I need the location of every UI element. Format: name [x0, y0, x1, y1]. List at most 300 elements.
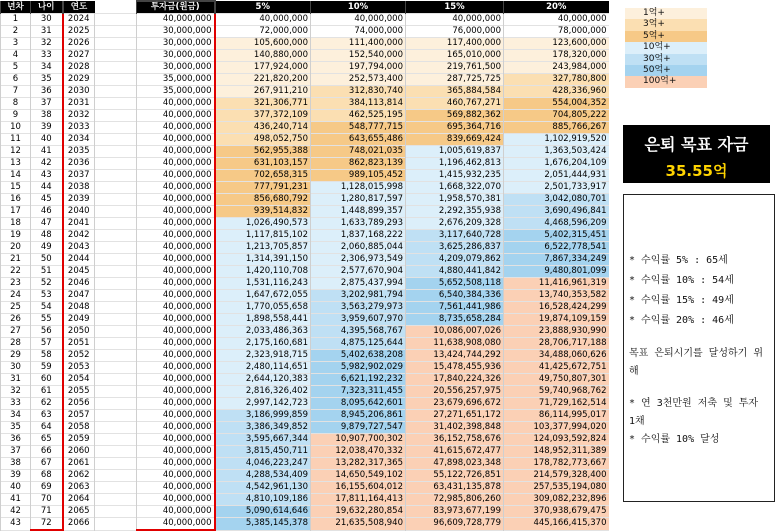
- table-row: [1, 170, 609, 182]
- cell-r5: 1,314,391,150: [215, 254, 311, 266]
- cell-r10: 312,830,740: [311, 86, 406, 98]
- cell-year-no: 41: [1, 494, 31, 506]
- table-row: [1, 182, 609, 194]
- spacer-cell: [95, 494, 137, 506]
- cell-age: 40: [31, 134, 63, 146]
- spacer-cell: [95, 434, 137, 446]
- table-row: [1, 314, 609, 326]
- cell-r20: 178,782,773,667: [504, 458, 609, 470]
- cell-year: 2063: [63, 482, 95, 494]
- spacer: [95, 1, 137, 14]
- cell-year-no: 10: [1, 122, 31, 134]
- cell-year-no: 26: [1, 314, 31, 326]
- cell-year-no: 2: [1, 26, 31, 38]
- cell-invest: 40,000,000: [137, 314, 215, 326]
- cell-r15: 117,400,000: [406, 38, 504, 50]
- cell-r5: 321,306,771: [215, 98, 311, 110]
- table-row: [1, 158, 609, 170]
- spacer-cell: [95, 134, 137, 146]
- spacer-cell: [95, 146, 137, 158]
- cell-r5: 2,480,114,651: [215, 362, 311, 374]
- table-row: [1, 26, 609, 38]
- cell-year: 2028: [63, 62, 95, 74]
- cell-r15: 13,424,744,292: [406, 350, 504, 362]
- header-year-no: 년차: [1, 1, 31, 14]
- cell-r15: 4,209,079,862: [406, 254, 504, 266]
- cell-year-no: 12: [1, 146, 31, 158]
- cell-year: 2038: [63, 182, 95, 194]
- table-row: [1, 410, 609, 422]
- cell-r10: 862,823,139: [311, 158, 406, 170]
- cell-r10: 16,155,604,012: [311, 482, 406, 494]
- table-row: [1, 62, 609, 74]
- table-row: [1, 506, 609, 518]
- cell-r20: 6,522,778,541: [504, 242, 609, 254]
- cell-r20: 309,082,232,896: [504, 494, 609, 506]
- cell-age: 65: [31, 434, 63, 446]
- cell-year-no: 34: [1, 410, 31, 422]
- cell-age: 71: [31, 506, 63, 518]
- notes-box: [623, 194, 775, 502]
- header-year: 연도: [63, 1, 95, 14]
- cell-r15: 2,676,209,328: [406, 218, 504, 230]
- cell-year-no: 30: [1, 362, 31, 374]
- spacer-cell: [95, 398, 137, 410]
- table-row: [1, 386, 609, 398]
- table-row: [1, 230, 609, 242]
- cell-age: 61: [31, 386, 63, 398]
- table-row: [1, 422, 609, 434]
- cell-r5: 3,386,349,852: [215, 422, 311, 434]
- cell-r15: 15,478,455,936: [406, 362, 504, 374]
- cell-r15: 287,725,725: [406, 74, 504, 86]
- cell-age: 56: [31, 326, 63, 338]
- table-row: [1, 98, 609, 110]
- cell-r10: 152,540,000: [311, 50, 406, 62]
- cell-r5: 3,595,667,344: [215, 434, 311, 446]
- cell-r10: 10,907,700,302: [311, 434, 406, 446]
- cell-year-no: 1: [1, 14, 31, 26]
- goal-title: 은퇴 목표 자금: [644, 135, 749, 154]
- spacer-cell: [95, 350, 137, 362]
- cell-r15: 5,652,508,118: [406, 278, 504, 290]
- cell-invest: 40,000,000: [137, 206, 215, 218]
- cell-r15: 460,767,271: [406, 98, 504, 110]
- cell-r10: 8,095,642,601: [311, 398, 406, 410]
- cell-age: 38: [31, 110, 63, 122]
- table-row: [1, 458, 609, 470]
- cell-age: 42: [31, 158, 63, 170]
- cell-r15: 695,364,716: [406, 122, 504, 134]
- cell-r5: 267,911,210: [215, 86, 311, 98]
- note-plan-return: * 수익률 10% 달성: [629, 434, 720, 445]
- cell-r20: 9,480,801,099: [504, 266, 609, 278]
- cell-year-no: 25: [1, 302, 31, 314]
- cell-r20: 28,706,717,188: [504, 338, 609, 350]
- cell-r5: 3,815,450,711: [215, 446, 311, 458]
- cell-age: 70: [31, 494, 63, 506]
- table-row: [1, 326, 609, 338]
- table-row: [1, 194, 609, 206]
- spacer-cell: [95, 314, 137, 326]
- cell-year: 2055: [63, 386, 95, 398]
- table-row: [1, 242, 609, 254]
- cell-invest: 40,000,000: [137, 110, 215, 122]
- cell-year-no: 20: [1, 242, 31, 254]
- cell-year-no: 43: [1, 518, 31, 531]
- cell-r10: 14,650,549,102: [311, 470, 406, 482]
- cell-year: 2059: [63, 434, 95, 446]
- cell-age: 60: [31, 374, 63, 386]
- cell-r20: 2,501,733,917: [504, 182, 609, 194]
- cell-year: 2030: [63, 86, 95, 98]
- cell-r10: 4,395,568,767: [311, 326, 406, 338]
- cell-r5: 1,026,490,573: [215, 218, 311, 230]
- cell-year: 2039: [63, 194, 95, 206]
- header-r5: 5%: [215, 1, 311, 14]
- cell-year-no: 42: [1, 506, 31, 518]
- cell-age: 63: [31, 410, 63, 422]
- cell-year-no: 3: [1, 38, 31, 50]
- cell-year: 2026: [63, 38, 95, 50]
- cell-r5: 562,955,388: [215, 146, 311, 158]
- cell-r20: 327,780,800: [504, 74, 609, 86]
- cell-r5: 498,052,750: [215, 134, 311, 146]
- cell-year: 2062: [63, 470, 95, 482]
- cell-year-no: 13: [1, 158, 31, 170]
- spacer-cell: [95, 38, 137, 50]
- table-row: [1, 254, 609, 266]
- header-age: 나이: [31, 1, 63, 14]
- cell-year-no: 23: [1, 278, 31, 290]
- cell-r10: 1,128,015,998: [311, 182, 406, 194]
- spacer-cell: [95, 194, 137, 206]
- cell-r20: 704,805,222: [504, 110, 609, 122]
- cell-year-no: 27: [1, 326, 31, 338]
- table-row: [1, 74, 609, 86]
- cell-r15: 1,005,619,837: [406, 146, 504, 158]
- cell-r15: 27,271,651,172: [406, 410, 504, 422]
- cell-year: 2065: [63, 506, 95, 518]
- cell-year-no: 32: [1, 386, 31, 398]
- note-goal-text: 목표 은퇴시기를 달성하기 위해: [629, 348, 763, 377]
- cell-invest: 40,000,000: [137, 374, 215, 386]
- table-row: [1, 50, 609, 62]
- cell-r10: 3,959,607,970: [311, 314, 406, 326]
- cell-year-no: 31: [1, 374, 31, 386]
- cell-age: 54: [31, 302, 63, 314]
- cell-age: 46: [31, 206, 63, 218]
- cell-year: 2045: [63, 266, 95, 278]
- cell-age: 68: [31, 470, 63, 482]
- header-row: [1, 1, 609, 14]
- cell-r15: 3,117,640,728: [406, 230, 504, 242]
- cell-r20: 71,729,162,514: [504, 398, 609, 410]
- cell-r15: 20,556,257,975: [406, 386, 504, 398]
- cell-invest: 40,000,000: [137, 242, 215, 254]
- spacer-cell: [95, 362, 137, 374]
- goal-value: 35.55억: [665, 162, 728, 180]
- cell-age: 45: [31, 194, 63, 206]
- cell-age: 32: [31, 38, 63, 50]
- cell-r20: 257,535,194,080: [504, 482, 609, 494]
- cell-year: 2027: [63, 50, 95, 62]
- cell-r5: 436,240,714: [215, 122, 311, 134]
- table-row: [1, 470, 609, 482]
- spacer-cell: [95, 410, 137, 422]
- cell-r15: 2,292,355,938: [406, 206, 504, 218]
- cell-year: 2066: [63, 518, 95, 531]
- cell-invest: 40,000,000: [137, 398, 215, 410]
- cell-r5: 40,000,000: [215, 14, 311, 26]
- cell-year: 2046: [63, 278, 95, 290]
- cell-invest: 30,000,000: [137, 50, 215, 62]
- cell-year: 2034: [63, 134, 95, 146]
- cell-r10: 2,060,885,044: [311, 242, 406, 254]
- spacer-cell: [95, 374, 137, 386]
- cell-age: 62: [31, 398, 63, 410]
- cell-invest: 40,000,000: [137, 146, 215, 158]
- cell-r15: 36,152,758,676: [406, 434, 504, 446]
- table-row: [1, 398, 609, 410]
- cell-r5: 1,647,672,055: [215, 290, 311, 302]
- cell-year-no: 8: [1, 98, 31, 110]
- cell-r5: 2,997,142,723: [215, 398, 311, 410]
- cell-r10: 74,000,000: [311, 26, 406, 38]
- table-row: [1, 338, 609, 350]
- cell-year: 2049: [63, 314, 95, 326]
- spacer-cell: [95, 242, 137, 254]
- cell-age: 58: [31, 350, 63, 362]
- spacer-cell: [95, 86, 137, 98]
- cell-age: 52: [31, 278, 63, 290]
- cell-year-no: 18: [1, 218, 31, 230]
- cell-r10: 197,794,000: [311, 62, 406, 74]
- cell-r5: 5,385,145,378: [215, 518, 311, 531]
- spacer-cell: [95, 506, 137, 518]
- cell-age: 51: [31, 266, 63, 278]
- cell-year-no: 21: [1, 254, 31, 266]
- cell-r5: 702,658,315: [215, 170, 311, 182]
- cell-year: 2052: [63, 350, 95, 362]
- cell-r10: 4,875,125,644: [311, 338, 406, 350]
- cell-r15: 83,973,677,199: [406, 506, 504, 518]
- cell-r5: 2,175,160,681: [215, 338, 311, 350]
- cell-age: 47: [31, 218, 63, 230]
- cell-invest: 30,000,000: [137, 38, 215, 50]
- retirement-goal-box: [623, 125, 770, 183]
- cell-invest: 40,000,000: [137, 14, 215, 26]
- cell-r20: 41,425,672,751: [504, 362, 609, 374]
- cell-r15: 1,415,932,235: [406, 170, 504, 182]
- cell-r5: 1,117,815,102: [215, 230, 311, 242]
- cell-year: 2041: [63, 218, 95, 230]
- cell-invest: 40,000,000: [137, 194, 215, 206]
- cell-invest: 40,000,000: [137, 434, 215, 446]
- cell-r20: 13,740,353,582: [504, 290, 609, 302]
- cell-invest: 40,000,000: [137, 218, 215, 230]
- spacer-cell: [95, 386, 137, 398]
- cell-year-no: 24: [1, 290, 31, 302]
- spacer-cell: [95, 170, 137, 182]
- cell-age: 36: [31, 86, 63, 98]
- cell-age: 50: [31, 254, 63, 266]
- cell-age: 69: [31, 482, 63, 494]
- spacer-cell: [95, 266, 137, 278]
- cell-r20: 148,952,311,389: [504, 446, 609, 458]
- cell-year: 2035: [63, 146, 95, 158]
- cell-year-no: 17: [1, 206, 31, 218]
- cell-r20: 1,102,919,520: [504, 134, 609, 146]
- header-r20: 20%: [504, 1, 609, 14]
- spacer-cell: [95, 98, 137, 110]
- cell-year: 2044: [63, 254, 95, 266]
- cell-r15: 1,958,570,381: [406, 194, 504, 206]
- cell-r5: 4,810,109,186: [215, 494, 311, 506]
- table-row: [1, 446, 609, 458]
- spacer-cell: [95, 218, 137, 230]
- spacer-cell: [95, 338, 137, 350]
- cell-r5: 1,770,055,658: [215, 302, 311, 314]
- cell-r10: 17,811,164,413: [311, 494, 406, 506]
- cell-r10: 748,021,035: [311, 146, 406, 158]
- table-row: [1, 290, 609, 302]
- cell-invest: 40,000,000: [137, 470, 215, 482]
- cell-year: 2029: [63, 74, 95, 86]
- cell-year: 2032: [63, 110, 95, 122]
- cell-r20: 7,867,334,249: [504, 254, 609, 266]
- note-r15: * 수익률 15% : 49세: [629, 295, 734, 306]
- cell-r20: 49,750,807,301: [504, 374, 609, 386]
- cell-invest: 40,000,000: [137, 410, 215, 422]
- cell-r20: 428,336,960: [504, 86, 609, 98]
- cell-r20: 554,004,352: [504, 98, 609, 110]
- cell-year: 2043: [63, 242, 95, 254]
- cell-r20: 86,114,995,017: [504, 410, 609, 422]
- cell-invest: 40,000,000: [137, 518, 215, 531]
- cell-year: 2036: [63, 158, 95, 170]
- spacer-cell: [95, 446, 137, 458]
- cell-r5: 177,924,000: [215, 62, 311, 74]
- cell-r15: 7,561,441,986: [406, 302, 504, 314]
- cell-year: 2064: [63, 494, 95, 506]
- table-row: [1, 122, 609, 134]
- cell-r10: 2,306,973,549: [311, 254, 406, 266]
- cell-r15: 4,880,441,842: [406, 266, 504, 278]
- spacer-cell: [95, 110, 137, 122]
- cell-r15: 569,882,362: [406, 110, 504, 122]
- cell-r5: 3,186,999,859: [215, 410, 311, 422]
- cell-r10: 5,982,902,029: [311, 362, 406, 374]
- cell-year-no: 14: [1, 170, 31, 182]
- cell-year-no: 9: [1, 110, 31, 122]
- cell-age: 33: [31, 50, 63, 62]
- cell-r20: 178,320,000: [504, 50, 609, 62]
- cell-invest: 40,000,000: [137, 326, 215, 338]
- cell-invest: 40,000,000: [137, 182, 215, 194]
- cell-year: 2031: [63, 98, 95, 110]
- spacer-cell: [95, 14, 137, 26]
- cell-r10: 1,837,168,222: [311, 230, 406, 242]
- spacer-cell: [95, 518, 137, 531]
- cell-invest: 35,000,000: [137, 86, 215, 98]
- note-r10: * 수익률 10% : 54세: [629, 275, 734, 286]
- cell-r20: 445,166,415,370: [504, 518, 609, 531]
- cell-age: 57: [31, 338, 63, 350]
- cell-year-no: 15: [1, 182, 31, 194]
- cell-r15: 6,540,384,336: [406, 290, 504, 302]
- cell-age: 67: [31, 458, 63, 470]
- legend-item: 1억+: [625, 8, 707, 19]
- cell-r20: 103,377,994,020: [504, 422, 609, 434]
- note-r20: * 수익률 20% : 46세: [629, 315, 734, 326]
- cell-age: 30: [31, 14, 63, 26]
- cell-r10: 13,282,317,365: [311, 458, 406, 470]
- cell-r5: 5,090,614,646: [215, 506, 311, 518]
- cell-r10: 8,945,206,861: [311, 410, 406, 422]
- cell-r20: 78,000,000: [504, 26, 609, 38]
- cell-r10: 3,202,981,794: [311, 290, 406, 302]
- spacer-cell: [95, 290, 137, 302]
- cell-year: 2042: [63, 230, 95, 242]
- spacer-cell: [95, 26, 137, 38]
- legend-item: 5억+: [625, 31, 707, 42]
- cell-r15: 165,010,000: [406, 50, 504, 62]
- cell-r20: 885,766,267: [504, 122, 609, 134]
- cell-r15: 76,000,000: [406, 26, 504, 38]
- legend-item: 30억+: [625, 54, 707, 65]
- cell-r10: 548,777,715: [311, 122, 406, 134]
- cell-year: 2053: [63, 362, 95, 374]
- cell-invest: 35,000,000: [137, 74, 215, 86]
- cell-invest: 40,000,000: [137, 302, 215, 314]
- cell-year-no: 7: [1, 86, 31, 98]
- spacer-cell: [95, 50, 137, 62]
- note-r5: * 수익률 5% : 65세: [629, 255, 728, 266]
- cell-r5: 4,046,223,247: [215, 458, 311, 470]
- table-row: [1, 350, 609, 362]
- cell-r5: 377,372,109: [215, 110, 311, 122]
- cell-year-no: 28: [1, 338, 31, 350]
- cell-r15: 72,985,806,260: [406, 494, 504, 506]
- spacer-cell: [95, 422, 137, 434]
- spacer-cell: [95, 278, 137, 290]
- cell-year-no: 19: [1, 230, 31, 242]
- cell-r15: 40,000,000: [406, 14, 504, 26]
- cell-r10: 643,655,486: [311, 134, 406, 146]
- cell-year: 2040: [63, 206, 95, 218]
- cell-year: 2058: [63, 422, 95, 434]
- cell-age: 48: [31, 230, 63, 242]
- cell-r5: 4,288,534,409: [215, 470, 311, 482]
- cell-r10: 2,577,670,904: [311, 266, 406, 278]
- spacer-cell: [95, 482, 137, 494]
- cell-r5: 777,791,231: [215, 182, 311, 194]
- cell-invest: 40,000,000: [137, 254, 215, 266]
- cell-r15: 47,898,023,348: [406, 458, 504, 470]
- cell-r5: 856,680,792: [215, 194, 311, 206]
- color-legend: [625, 8, 707, 88]
- cell-invest: 30,000,000: [137, 62, 215, 74]
- cell-r10: 1,633,789,293: [311, 218, 406, 230]
- cell-invest: 40,000,000: [137, 122, 215, 134]
- cell-r10: 2,875,437,994: [311, 278, 406, 290]
- table-row: [1, 266, 609, 278]
- cell-invest: 40,000,000: [137, 290, 215, 302]
- cell-age: 34: [31, 62, 63, 74]
- table-row: [1, 218, 609, 230]
- cell-r15: 3,625,286,837: [406, 242, 504, 254]
